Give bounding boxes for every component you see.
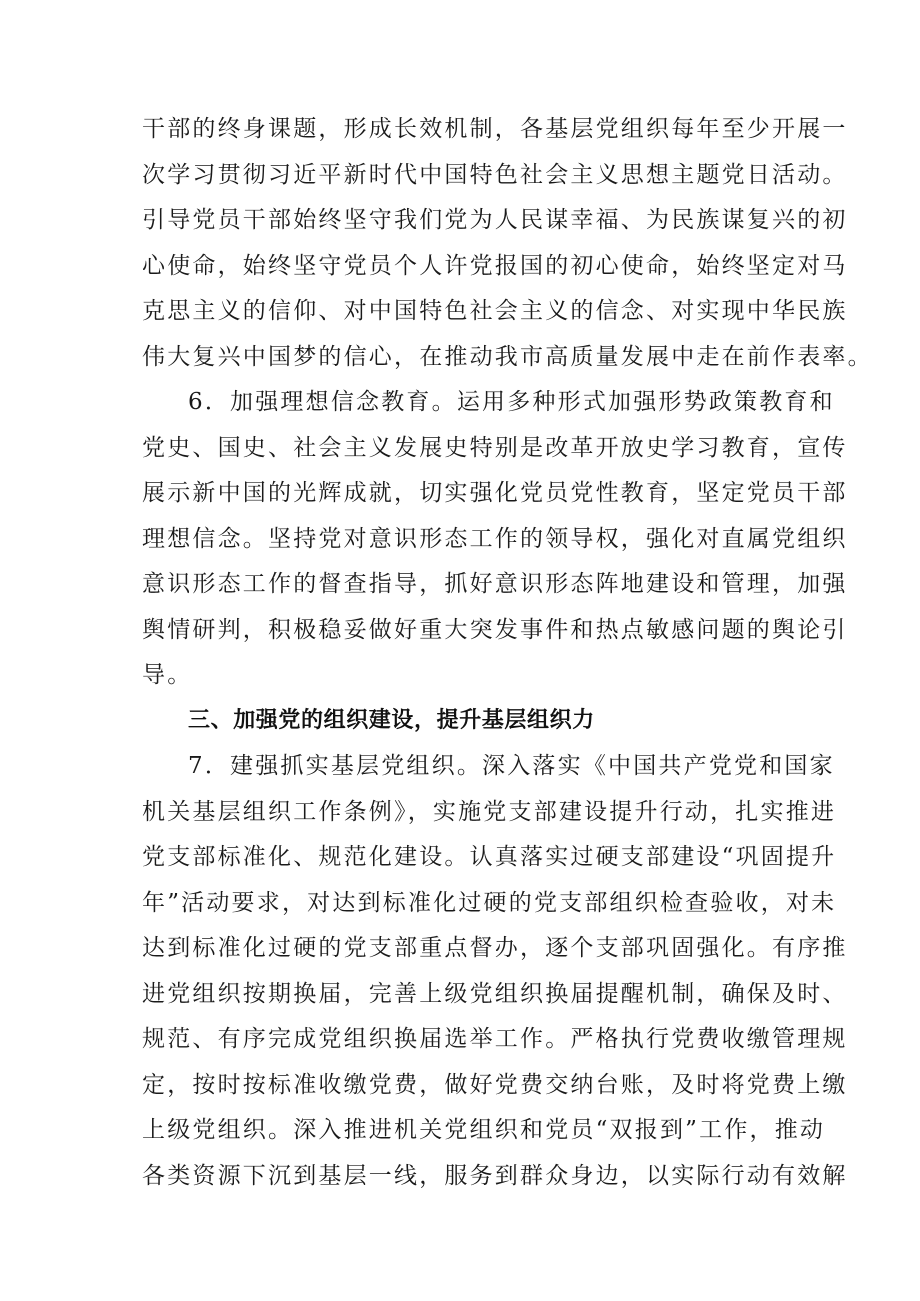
text-line: 年”活动要求，对达到标准化过硬的党支部组织检查验收，对未 (142, 890, 837, 916)
text-line: 意识形态工作的督查指导，抓好意识形态阵地建设和管理，加强 (142, 571, 848, 597)
text-line: 舆情研判，积极稳妥做好重大突发事件和热点敏感问题的舆论引 (142, 617, 848, 643)
text-line: 6．加强理想信念教育。运用多种形式加强形势政策教育和 (188, 389, 835, 415)
text-line: 规范、有序完成党组织换届选举工作。严格执行党费收缴管理规 (142, 1026, 848, 1052)
text-line: 各类资源下沉到基层一线，服务到群众身边，以实际行动有效解 (142, 1163, 848, 1189)
text-line: 党史、国史、社会主义发展史特别是改革开放史学习教育，宣传 (142, 435, 848, 461)
text-line: 克思主义的信仰、对中国特色社会主义的信念、对实现中华民族 (142, 298, 848, 324)
text-line: 上级党组织。深入推进机关党组织和党员“双报到”工作，推动 (142, 1117, 826, 1143)
text-line: 达到标准化过硬的党支部重点督办，逐个支部巩固强化。有序推 (142, 935, 848, 961)
text-line: 引导党员干部始终坚守我们党为人民谋幸福、为民族谋复兴的初 (142, 207, 848, 233)
text-line: 干部的终身课题，形成长效机制，各基层党组织每年至少开展一 (142, 116, 848, 142)
text-line: 定，按时按标准收缴党费，做好党费交纳台账，及时将党费上缴 (142, 1072, 848, 1098)
section-heading: 三、加强党的组织建设，提升基层组织力 (188, 708, 595, 733)
text-line: 7．建强抓实基层党组织。深入落实《中国共产党党和国家 (188, 753, 835, 779)
text-line: 展示新中国的光辉成就，切实强化党员党性教育，坚定党员干部 (142, 480, 848, 506)
text-line: 心使命，始终坚守党员个人许党报国的初心使命，始终坚定对马 (142, 253, 848, 279)
text-line: 理想信念。坚持党对意识形态工作的领导权，强化对直属党组织 (142, 526, 848, 552)
text-line: 进党组织按期换届，完善上级党组织换届提醒机制，确保及时、 (142, 981, 848, 1007)
text-line: 导。 (142, 662, 193, 688)
text-line: 党支部标准化、规范化建设。认真落实过硬支部建设“巩固提升 (142, 844, 837, 870)
text-line: 次学习贯彻习近平新时代中国特色社会主义思想主题党日活动。 (142, 162, 848, 188)
text-line: 伟大复兴中国梦的信心，在推动我市高质量发展中走在前作表率。 (142, 344, 873, 370)
text-line: 机关基层组织工作条例》，实施党支部建设提升行动，扎实推进 (142, 799, 837, 825)
